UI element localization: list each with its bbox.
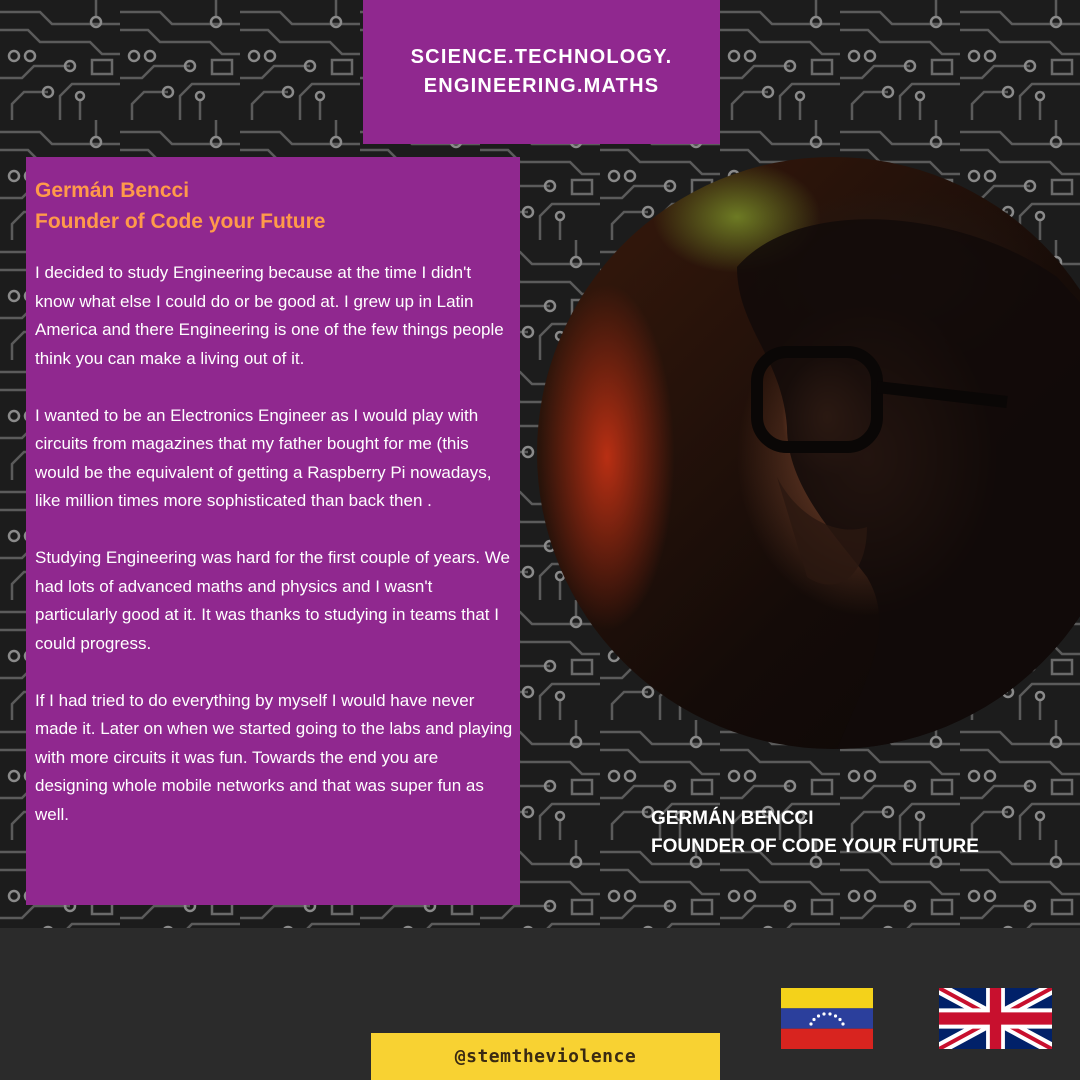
bio-paragraph: I decided to study Engineering because at the time I didn't know what else I could do or be good at. I grew up in Latin America and there Engineering is one of the few things people think you can make a living out of it. bbox=[35, 263, 504, 368]
social-handle: @stemtheviolence bbox=[454, 1046, 637, 1067]
stem-header-box bbox=[363, 0, 720, 144]
social-handle-box bbox=[371, 1033, 720, 1080]
bio-role: Founder of Code your Future bbox=[35, 210, 326, 233]
portrait-illustration bbox=[537, 157, 1080, 749]
bio-panel bbox=[26, 157, 520, 905]
caption-role: FOUNDER OF CODE YOUR FUTURE bbox=[651, 836, 979, 857]
bio-paragraph: I wanted to be an Electronics Engineer as I would play with circuits from magazines that my father bought for me (this would be the equivalent of getting a Raspberry Pi nowadays, like million times more sophisticated than back then . bbox=[35, 405, 492, 510]
header-line-2: ENGINEERING.MATHS bbox=[423, 75, 660, 97]
bio-text bbox=[35, 259, 514, 829]
header-line-1: SCIENCE.TECHNOLOGY. bbox=[410, 46, 673, 68]
venezuela-flag bbox=[781, 988, 873, 1049]
bio-paragraph: If I had tried to do everything by myself I would have never made it. Later on when we started going to the labs and playing with more circuits it was fun. Towards the end you are designing whole mobile networks and that was super fun as well. bbox=[35, 690, 513, 824]
bio-name: Germán Bencci bbox=[35, 179, 190, 202]
venezuela-flag-icon bbox=[781, 988, 873, 1049]
caption-name: GERMÁN BENCCI bbox=[651, 808, 814, 829]
united-kingdom-flag bbox=[939, 988, 1052, 1049]
photo-caption bbox=[651, 805, 979, 861]
united-kingdom-flag-icon bbox=[939, 988, 1052, 1049]
portrait-photo bbox=[537, 157, 1080, 749]
bio-paragraph: Studying Engineering was hard for the first couple of years. We had lots of advanced maths and physics and I wasn't particularly good at it. It was thanks to studying in teams that I could progress. bbox=[35, 548, 510, 653]
